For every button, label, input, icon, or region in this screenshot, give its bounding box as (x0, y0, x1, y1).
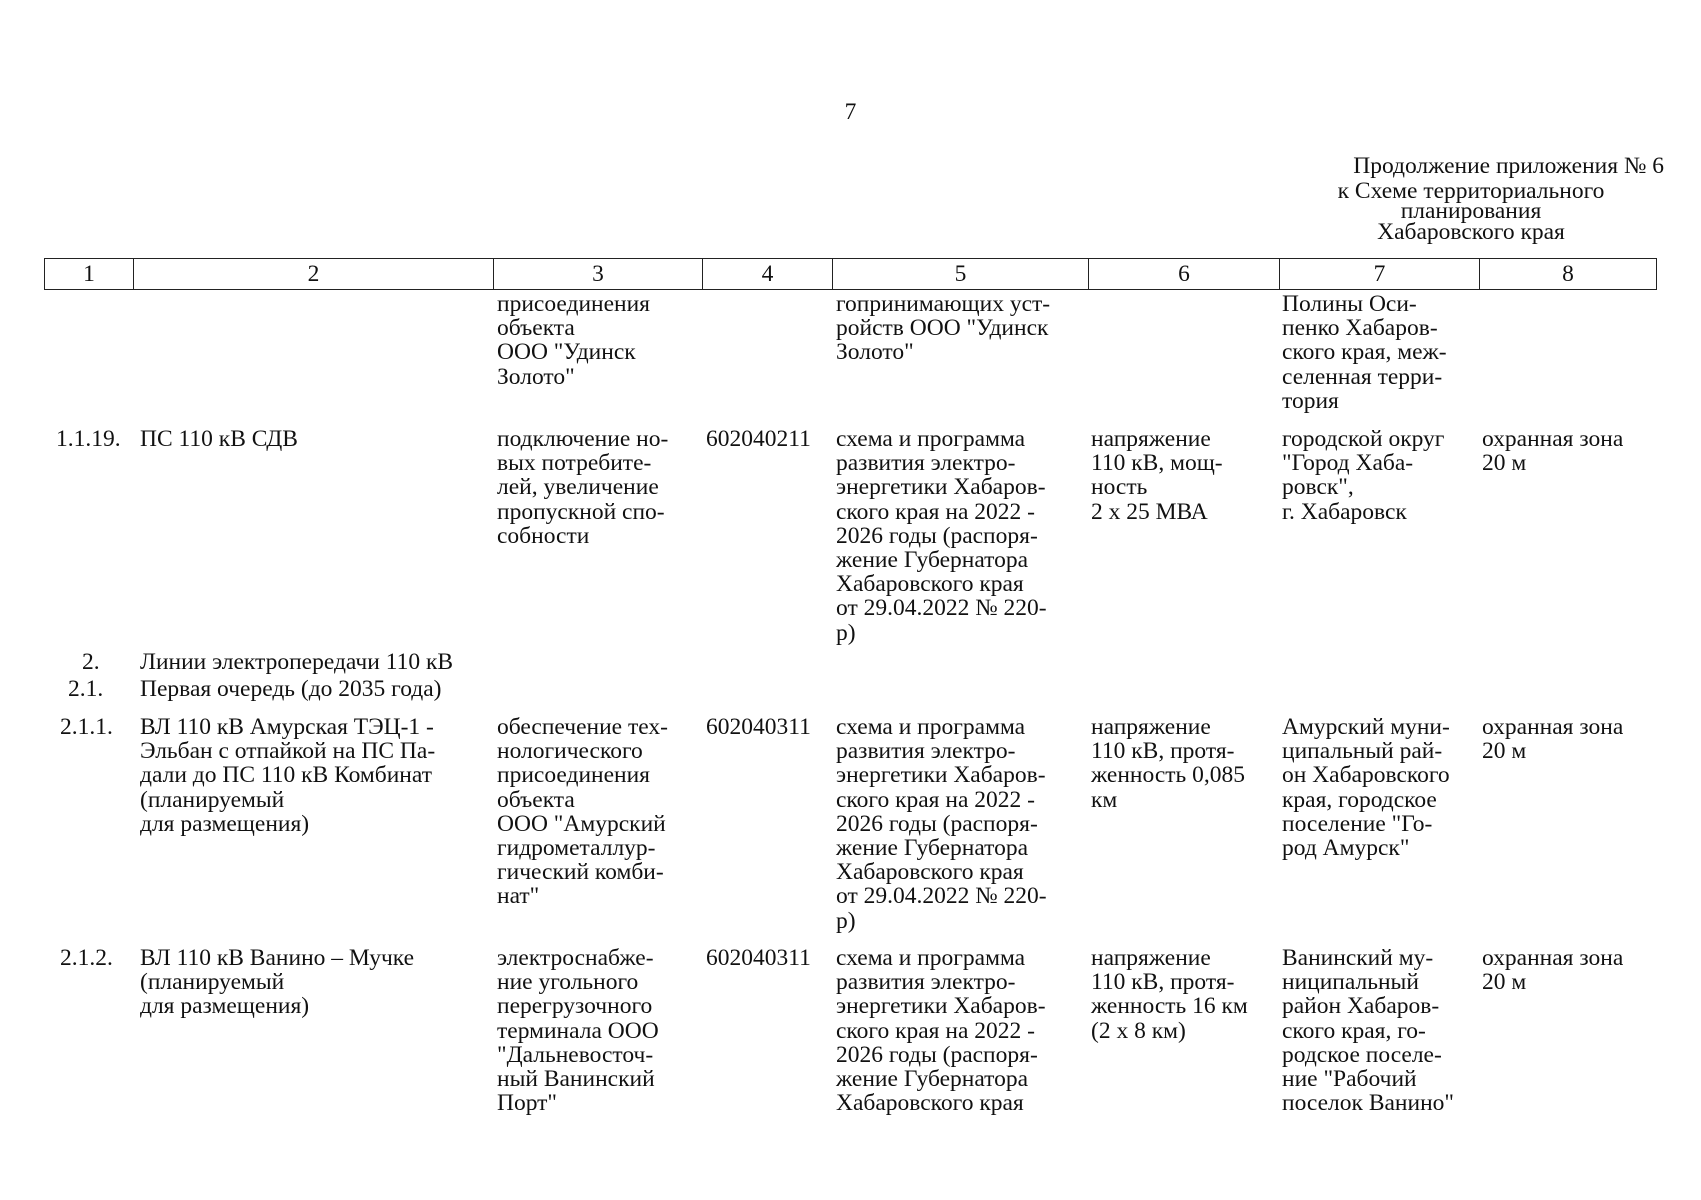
cell-name: ВЛ 110 кВ Ванино – Мучке (планируемый для размещения) (140, 945, 415, 1020)
cell-purpose: присоединения объекта ООО "Удинск Золото" (497, 291, 650, 390)
column-number: 3 (494, 259, 703, 290)
column-number: 5 (833, 259, 1089, 290)
heading-line: Продолжение приложения № 6 (1353, 153, 1664, 179)
cell-name: ПС 110 кВ СДВ (140, 426, 298, 452)
cell-characteristics: напряжение 110 кВ, мощ- ность 2 х 25 МВА (1091, 426, 1223, 525)
section-title: Линии электропередачи 110 кВ (140, 649, 454, 675)
cell-location: городской округ "Город Хаба- ровск", г. Хабаровск (1282, 426, 1445, 525)
cell-basis: гопринимающих уст- ройств ООО "Удинск Золото" (836, 291, 1051, 366)
cell-zone: охранная зона 20 м (1482, 426, 1624, 477)
cell-location: Амурский муни- ципальный рай- он Хабаровского края, городское поселение "Го- род Амурск" (1282, 714, 1450, 862)
column-number: 6 (1089, 259, 1280, 290)
heading-line: планирования (1400, 198, 1542, 224)
cell-basis: схема и программа развития электро- энергетики Хабаров- ского края на 2022 - 2026 годы (распоря- жение Губернатора Хабаровского края от 29.04.2022 № 220- р) (836, 714, 1047, 934)
cell-purpose: электроснабже- ние угольного перегрузочного терминала ООО "Дальневосточ- ный Ванинский Порт" (497, 945, 659, 1117)
appendix-heading (1291, 153, 1664, 245)
cell-purpose: обеспечение тех- нологического присоединения объекта ООО "Амурский гидрометаллур- гический комби- нат" (497, 714, 668, 910)
column-number: 1 (45, 259, 134, 290)
heading-line: Хабаровского края (1377, 218, 1565, 245)
column-number: 4 (703, 259, 833, 290)
cell-name: ВЛ 110 кВ Амурская ТЭЦ-1 - Эльбан с отпайкой на ПС Па- дали до ПС 110 кВ Комбинат (планируемый для размещения) (140, 714, 436, 837)
page-number: 7 (844, 99, 857, 125)
cell-location: Ванинский му- ниципальный район Хабаров- ского края, го- родское поселе- ние "Рабочий поселок Ванино" (1282, 945, 1455, 1117)
cell-code: 602040311 (706, 714, 811, 740)
section-number: 2. (82, 649, 100, 675)
cell-zone: охранная зона 20 м (1482, 714, 1624, 765)
cell-basis: схема и программа развития электро- энергетики Хабаров- ского края на 2022 - 2026 годы (распоря- жение Губернатора Хабаровского края (836, 945, 1046, 1117)
column-number: 7 (1280, 259, 1480, 290)
column-number: 8 (1480, 259, 1657, 290)
cell-zone: охранная зона 20 м (1482, 945, 1624, 996)
heading-line: к Схеме территориального (1337, 177, 1605, 204)
cell-code: 602040211 (706, 426, 811, 452)
cell-location: Полины Оси- пенко Хабаров- ского края, меж- селенная терри- тория (1282, 291, 1447, 414)
cell-number: 2.1.2. (60, 945, 113, 971)
cell-code: 602040311 (706, 945, 811, 971)
column-number: 2 (134, 259, 494, 290)
cell-characteristics: напряжение 110 кВ, протя- женность 16 км (2 х 8 км) (1091, 945, 1248, 1044)
column-number-header (44, 258, 1657, 290)
section-title: Первая очередь (до 2035 года) (140, 676, 442, 702)
cell-basis: схема и программа развития электро- энергетики Хабаров- ского края на 2022 - 2026 годы (распоря- жение Губернатора Хабаровского края от 29.04.2022 № 220- р) (836, 426, 1047, 646)
section-number: 2.1. (68, 676, 104, 702)
cell-characteristics: напряжение 110 кВ, протя- женность 0,085 км (1091, 714, 1246, 813)
cell-number: 1.1.19. (56, 426, 121, 452)
cell-number: 2.1.1. (60, 714, 113, 740)
cell-purpose: подключение но- вых потребите- лей, увеличение пропускной спо- собности (497, 426, 669, 549)
